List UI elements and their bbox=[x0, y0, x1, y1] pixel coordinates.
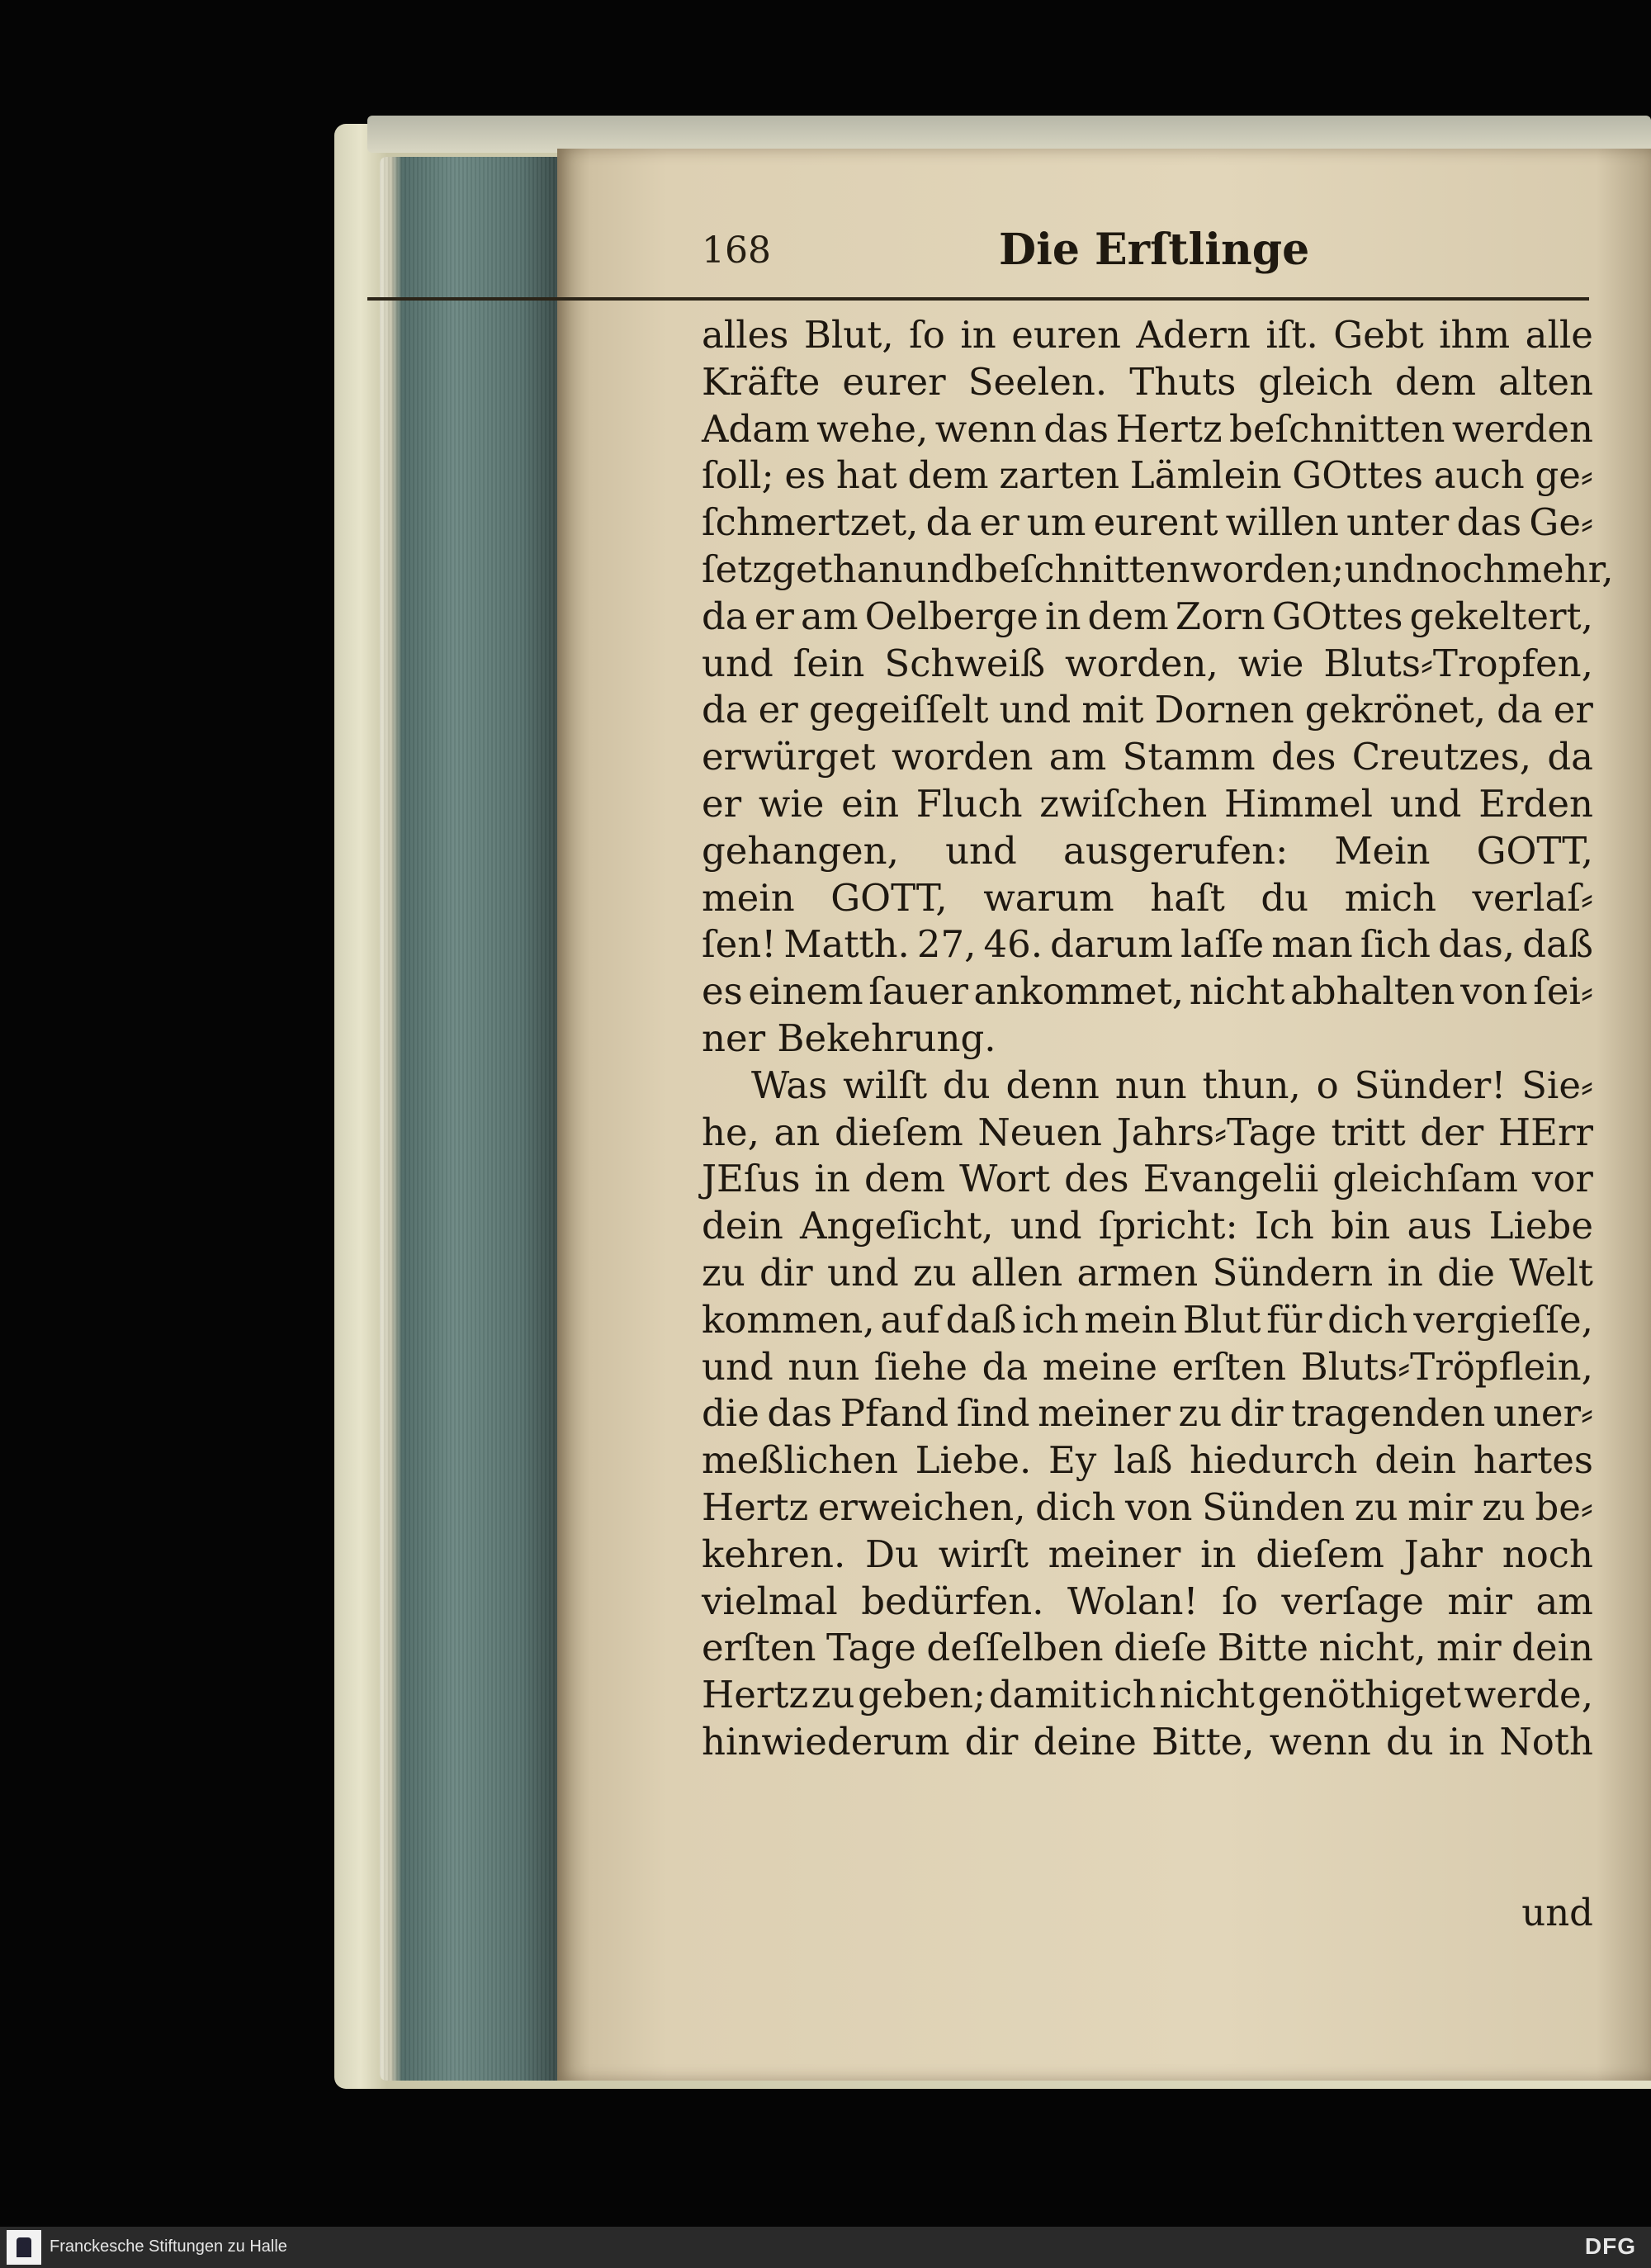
text-line: Was wilſt du denn nun thun, o Sünder! Sie⸗ bbox=[751, 1063, 1593, 1107]
text-line: alles Blut, ſo in euren Adern iſt. Gebt ihm alle bbox=[702, 313, 1593, 357]
institution-name: Franckesche Stiftungen zu Halle bbox=[50, 2237, 287, 2256]
text-line: da er am Oelberge in dem Zorn GOttes gekeltert, bbox=[702, 594, 1593, 638]
dfg-logo: DFG bbox=[1584, 2233, 1636, 2259]
text-line: hinwiederum dir deine Bitte, wenn du in Noth bbox=[702, 1719, 1593, 1764]
catchword: und bbox=[1521, 1891, 1593, 1934]
text-line: Hertz zu geben; damit ich nicht genöthiget werde, bbox=[702, 1673, 1593, 1717]
text-line: Adam wehe, wenn das Hertz beſchnitten werden bbox=[702, 406, 1593, 451]
text-line: ſoll; es hat dem zarten Lämlein GOttes auch ge⸗ bbox=[702, 453, 1593, 498]
running-head: Die Erſtlinge bbox=[999, 225, 1310, 275]
text-line: JEſus in dem Wort des Evangelii gleichſam vor bbox=[702, 1157, 1593, 1201]
text-line: dein Angeſicht, und ſpricht: Ich bin aus Liebe bbox=[702, 1204, 1593, 1248]
institution-logo-icon bbox=[7, 2230, 41, 2265]
text-line: kommen, auf daß ich mein Blut für dich vergieſſe, bbox=[702, 1297, 1593, 1342]
text-line: mein GOTT, warum haſt du mich verlaſ⸗ bbox=[702, 875, 1593, 920]
text-line: die das Pfand ſind meiner zu dir tragenden uner⸗ bbox=[702, 1391, 1593, 1436]
text-line: erſten Tage deſſelben dieſe Bitte nicht, mir dein bbox=[702, 1626, 1593, 1670]
text-line: ſchmertzet, da er um eurent willen unter das Ge⸗ bbox=[702, 500, 1593, 545]
text-line: da er gegeiſſelt und mit Dornen gekrönet, da er bbox=[702, 688, 1593, 732]
text-line: und ſein Schweiß worden, wie Bluts⸗Tropfen, bbox=[702, 641, 1593, 685]
header-rule bbox=[367, 297, 1589, 301]
text-line: ſetz gethan und beſchnitten worden; und noch mehr, bbox=[702, 547, 1614, 591]
body-text bbox=[702, 312, 1614, 1766]
text-line: Hertz erweichen, dich von Sünden zu mir zu be⸗ bbox=[702, 1484, 1593, 1529]
text-line: gehangen, und ausgerufen: Mein GOTT, bbox=[702, 828, 1593, 873]
page-edges bbox=[380, 157, 568, 2081]
text-line: Kräfte eurer Seelen. Thuts gleich dem alten bbox=[702, 359, 1593, 404]
text-line: erwürget worden am Stamm des Creutzes, da bbox=[702, 735, 1593, 779]
text-line: vielmal bedürfen. Wolan! ſo verſage mir am bbox=[702, 1579, 1593, 1623]
text-line: es einem ſauer ankommet, nicht abhalten von ſei⸗ bbox=[702, 969, 1593, 1014]
book-cover-top-edge bbox=[367, 116, 1651, 153]
text-line: er wie ein Fluch zwiſchen Himmel und Erden bbox=[702, 781, 1593, 826]
text-line: he, an dieſem Neuen Jahrs⸗Tage tritt der HErr bbox=[702, 1110, 1593, 1154]
text-line: zu dir und zu allen armen Sündern in die Welt bbox=[702, 1250, 1593, 1295]
page-number: 168 bbox=[702, 230, 771, 272]
text-line: kehren. Du wirſt meiner in dieſem Jahr noch bbox=[702, 1532, 1593, 1576]
text-line: meßlichen Liebe. Ey laß hiedurch dein hartes bbox=[702, 1438, 1593, 1483]
text-line: ner Bekehrung. bbox=[702, 1016, 996, 1060]
text-line: und nun ſiehe da meine erſten Bluts⸗Tröpflein, bbox=[702, 1344, 1593, 1389]
text-line: ſen! Matth. 27, 46. darum laſſe man ſich das, daß bbox=[702, 922, 1593, 967]
viewer-footer bbox=[0, 2227, 1651, 2268]
